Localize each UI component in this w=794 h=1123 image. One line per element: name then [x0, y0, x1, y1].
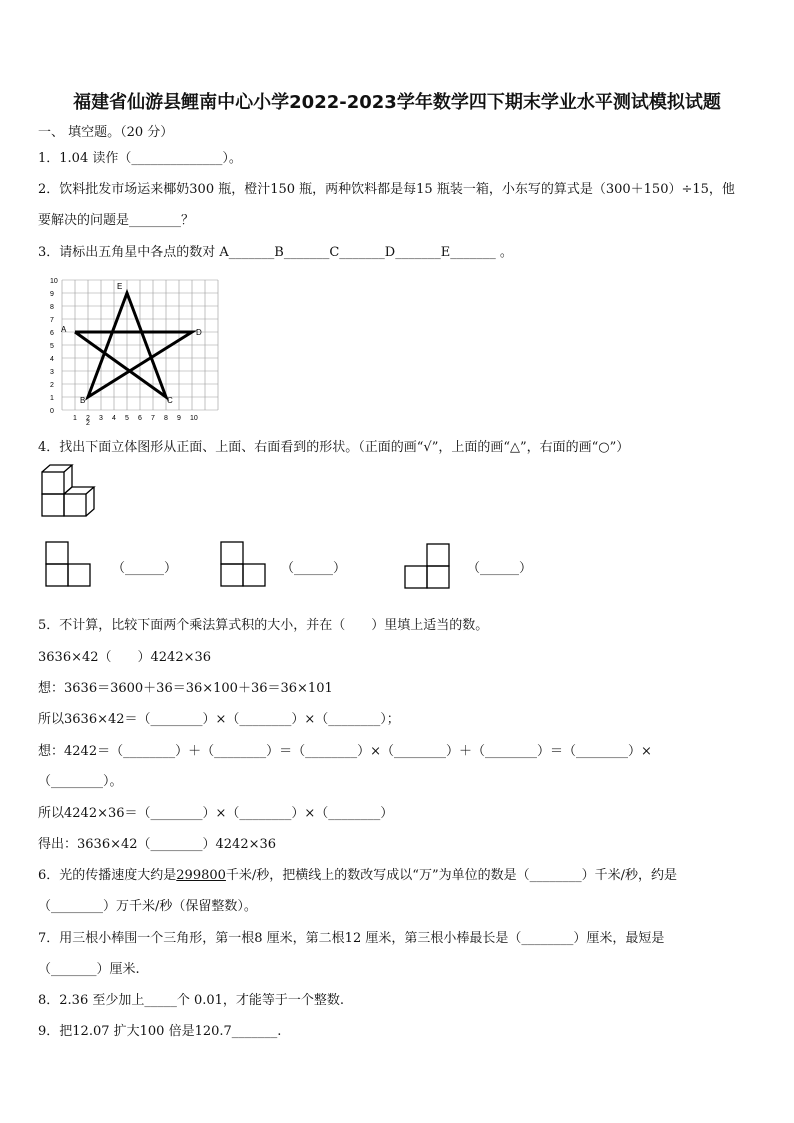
y-tick-label: 8: [50, 304, 54, 311]
star-grid-figure: [38, 276, 238, 426]
underlined-number: 299800: [176, 868, 226, 883]
question-5-line-4: 想：4242＝（________）＋（________）＝（________）×（________）＋（________）＝（________）×: [38, 744, 652, 759]
point-label-e: E: [117, 282, 123, 291]
grid-lines: [62, 280, 218, 410]
y-tick-label: 0: [50, 408, 54, 415]
x-tick-label: 6: [138, 415, 142, 422]
question-5-line-1: 3636×42（ ）4242×36: [38, 650, 212, 665]
x-tick-label: 9: [177, 415, 181, 422]
question-2-line-1: 2．饮料批发市场运来椰奶300 瓶，橙汁150 瓶，两种饮料都是每15 瓶装一箱，小东写的算式是（300＋150）÷15，他: [38, 182, 735, 197]
question-5-line-3: 所以3636×42＝（________）×（________）×（________）；: [38, 712, 400, 727]
question-8: 8．2.36 至少加上_____个 0.01，才能等于一个整数.: [38, 993, 345, 1008]
question-6-line-2: （________）万千米/秒（保留整数）。: [38, 899, 257, 914]
question-7-line-1: 7．用三根小棒围一个三角形，第一根8 厘米，第二根12 厘米，第三根小棒最长是（________）厘米，最短是: [38, 931, 665, 946]
view-shape-2: [219, 540, 269, 590]
question-1: 1．1.04 读作（______________）。: [38, 151, 242, 166]
y-tick-label: 10: [50, 278, 58, 285]
question-9: 9．把12.07 扩大100 倍是120.7_______.: [38, 1024, 282, 1039]
question-2-line-2: 要解决的问题是________？: [38, 213, 195, 228]
y-tick-label: 7: [50, 317, 54, 324]
point-label-b: B: [80, 396, 86, 405]
view-shape-1: [44, 540, 94, 590]
point-label-c: C: [167, 396, 173, 405]
y-tick-label: 5: [50, 343, 54, 350]
x-extra-label: 2: [86, 420, 90, 426]
y-tick-label: 9: [50, 291, 54, 298]
question-5-line-2: 想：3636＝3600＋36＝36×100＋36＝36×101: [38, 681, 333, 696]
y-tick-label: 2: [50, 382, 54, 389]
page-title: 福建省仙游县鲤南中心小学2022-2023学年数学四下期末学业水平测试模拟试题: [73, 92, 721, 113]
x-tick-label: 1: [73, 415, 77, 422]
question-6-line-1: [38, 864, 677, 883]
y-tick-label: 6: [50, 330, 54, 337]
question-6-prefix: 6．光的传播速度大约是: [38, 868, 177, 883]
question-6-suffix: 千米/秒，把横线上的数改写成以“万”为单位的数是（________）千米/秒，约是: [225, 868, 677, 883]
x-tick-label: 7: [151, 415, 155, 422]
y-tick-label: 3: [50, 369, 54, 376]
question-3: 3．请标出五角星中各点的数对 A_______B_______C_______D_______E_______ 。: [38, 245, 513, 260]
y-tick-label: 4: [50, 356, 54, 363]
y-tick-label: 1: [50, 395, 54, 402]
x-tick-label: 10: [190, 415, 198, 422]
answer-blank-1[interactable]: （______）: [112, 561, 178, 576]
section-heading: 一、 填空题。（20 分）: [38, 125, 174, 140]
point-label-a: A: [61, 325, 67, 334]
answer-blank-3[interactable]: （______）: [467, 561, 533, 576]
x-tick-label: 2: [86, 415, 90, 422]
question-5-line-6: 所以4242×36＝（________）×（________）×（________）: [38, 806, 394, 821]
star-point-labels: [61, 282, 202, 405]
x-tick-label: 8: [164, 415, 168, 422]
cube-solid-figure: [38, 462, 108, 524]
question-7-line-2: （_______）厘米.: [38, 962, 140, 977]
question-5-line-7: 得出：3636×42（________）4242×36: [38, 837, 277, 852]
x-tick-label: 3: [99, 415, 103, 422]
x-tick-label: 5: [125, 415, 129, 422]
question-5-line-5: （________）。: [38, 774, 123, 789]
answer-blank-2[interactable]: （______）: [281, 561, 347, 576]
x-tick-label: 4: [112, 415, 116, 422]
question-4: 4．找出下面立体图形从正面、上面、右面看到的形状。（正面的画“√”，上面的画“△”，右面的画“○”）: [38, 440, 630, 455]
view-shape-3: [403, 542, 453, 592]
point-label-d: D: [196, 328, 202, 337]
question-5: 5．不计算，比较下面两个乘法算式积的大小，并在（ ）里填上适当的数。: [38, 618, 489, 633]
